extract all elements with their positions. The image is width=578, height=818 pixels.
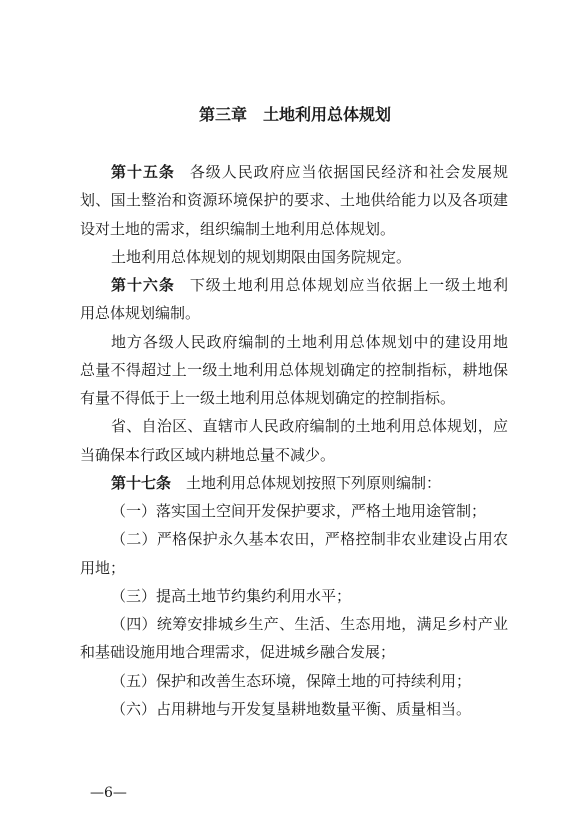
text-line: 设对土地的需求，组织编制土地利用总体规划。 [80,219,396,238]
text-line: 各级人民政府应当依据国民经济和社会发展规 [189,163,508,181]
chapter-title: 第三章 土地利用总体规划 [198,105,391,124]
article-15-line-1 [80,158,508,186]
text-line: 地方各级人民政府编制的土地利用总体规划中的建设用地 [111,332,508,351]
document-body [80,158,508,723]
list-item: （五）保护和改善生态环境，保障土地的可持续利用； [111,671,472,690]
article-label: 第十六条 [111,276,175,294]
page-number: —6— [90,785,127,801]
list-item: （三）提高土地节约集约利用水平； [111,586,352,605]
article-16-line-1 [80,271,508,299]
list-item: （一）落实国土空间开发保护要求，严格土地用途管制； [111,502,487,520]
text-line: 当确保本行政区域内耕地总量不减少。 [80,445,336,464]
text-line: 有量不得低于上一级土地利用总体规划确定的控制指标。 [80,389,456,407]
article-label: 第十五条 [111,163,175,181]
text-line: 总量不得超过上一级土地利用总体规划确定的控制指标，耕地保 [80,360,508,379]
list-item: （二）严格保护永久基本农田，严格控制非农业建设占用农 [111,530,508,549]
text-line: 划、国土整治和资源环境保护的要求、土地供给能力以及各项建 [80,191,508,210]
text-line: 土地利用总体规划的规划期限由国务院规定。 [111,247,412,266]
list-item-continuation: 用地； [80,558,126,577]
list-item-continuation: 和基础设施用地合理需求，促进城乡融合发展； [80,643,396,662]
article-17-line-1 [80,469,508,497]
list-item: （四）统筹安排城乡生产、生活、生态用地，满足乡村产业 [111,615,508,633]
list-item: （六）占用耕地与开发复垦耕地数量平衡、质量相当。 [111,699,472,718]
article-label: 第十七条 [111,473,172,492]
text-line: 省、自治区、直辖市人民政府编制的土地利用总体规划，应 [111,417,508,436]
text-line: 土地利用总体规划按照下列原则编制： [186,473,442,492]
text-line: 用总体规划编制。 [80,304,201,323]
text-line: 下级土地利用总体规划应当依据上一级土地利 [189,276,508,294]
